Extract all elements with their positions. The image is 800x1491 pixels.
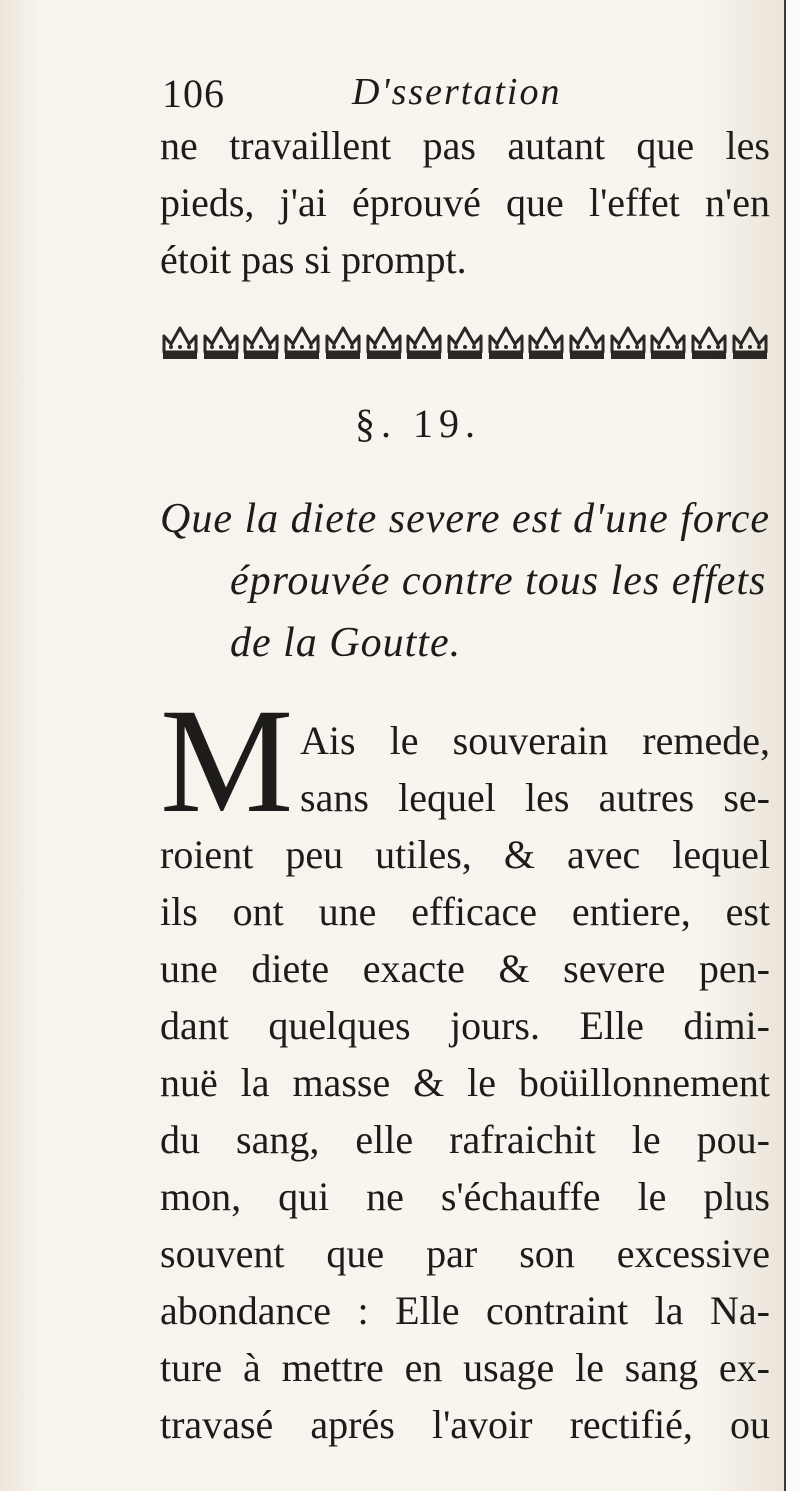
crown-icon [689,322,729,362]
paragraph-opening [300,712,770,826]
text-line: ne travaillent pas autant que les [160,123,770,168]
text-line: Ais le souverain remede, [300,718,770,763]
crown-icon [404,322,444,362]
drop-cap: M [160,678,294,844]
page-edge [786,0,800,1491]
text-line: souvent que par son excessive [160,1231,770,1276]
crown-icon [567,322,607,362]
text-line: pieds, j'ai éprouvé que l'effet n'en [160,180,770,225]
text-line: sans lequel les autres se- [300,775,770,820]
heading-line: éprouvée contre tous les effets [230,558,767,604]
section-number: §. 19. [355,401,481,446]
text-line: mon, qui ne s'échauffe le plus [160,1174,770,1219]
running-title: D'ssertation [352,71,562,113]
top-text [160,117,770,288]
text-line: dant quelques jours. Elle dimi- [160,1003,770,1048]
text-line: une diete exacte & severe pen- [160,946,770,991]
crown-icon [364,322,404,362]
crown-icon [241,322,281,362]
page-number: 106 [162,71,225,116]
crown-icon [201,322,241,362]
text-line: ils ont une efficace entiere, est [160,889,770,934]
text-line: abondance : Elle contraint la Na- [160,1288,770,1333]
text-line: ture à mettre en usage le sang ex- [160,1345,770,1390]
crown-icon [648,322,688,362]
heading-line: Que la diete severe est d'une force [160,496,770,542]
paragraph-body [160,826,770,1453]
text-line: roient peu utiles, & avec lequel [160,832,770,877]
crown-icon [526,322,566,362]
crown-icon [282,322,322,362]
crown-icon [486,322,526,362]
ornament-band [160,320,770,364]
crown-icon [730,322,770,362]
section-heading [160,488,770,674]
crown-icon [445,322,485,362]
text-line: étoit pas si prompt. [160,237,467,282]
heading-line: de la Goutte. [230,620,462,666]
crown-icon [608,322,648,362]
crown-icon [323,322,363,362]
page-header [162,70,762,120]
text-line: nuë la masse & le boüillonnement [160,1060,770,1105]
text-line: travasé aprés l'avoir rectifié, ou [160,1402,770,1447]
text-line: du sang, elle rafraichit le pou- [160,1117,770,1162]
crown-icon [160,322,200,362]
